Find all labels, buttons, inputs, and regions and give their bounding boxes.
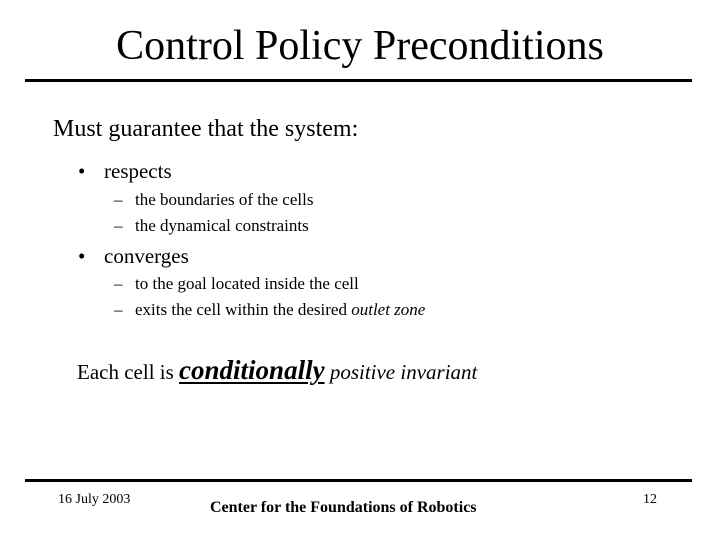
statement-prefix: Each cell is: [77, 360, 180, 384]
bullet-converges: [78, 243, 189, 269]
footer-date: 16 July 2003: [58, 492, 131, 507]
bullet-label: respects: [104, 159, 172, 183]
title-divider: [25, 79, 692, 82]
subitem-goal: [114, 273, 359, 295]
subitem-italic-text: outlet zone: [351, 300, 426, 319]
bullet-respects: [78, 158, 172, 184]
bullet-label: converges: [104, 244, 189, 268]
statement-suffix: positive invariant: [324, 360, 478, 384]
subitem-text: to the goal located inside the cell: [135, 274, 359, 293]
subitem-text: the boundaries of the cells: [135, 190, 314, 209]
subitem-marker: –: [114, 300, 123, 319]
bullet-marker: •: [78, 244, 86, 268]
subitem-marker: –: [114, 190, 123, 209]
invariant-statement: [77, 354, 477, 388]
bullet-marker: •: [78, 159, 86, 183]
subitem-text: exits the cell within the desired: [135, 300, 352, 319]
subitem-marker: –: [114, 216, 123, 235]
subitem-text: the dynamical constraints: [135, 216, 309, 235]
intro-text: Must guarantee that the system:: [53, 116, 359, 142]
page-number: 12: [643, 492, 657, 507]
slide-title: Control Policy Preconditions: [116, 23, 604, 69]
subitem-marker: –: [114, 274, 123, 293]
subitem-dynamical-constraints: [114, 215, 309, 237]
statement-emphasis: conditionally: [179, 355, 325, 385]
footer-organization: Center for the Foundations of Robotics: [210, 499, 477, 516]
subitem-boundaries: [114, 189, 313, 211]
footer-divider: [25, 479, 692, 482]
subitem-outlet-zone: [114, 299, 425, 321]
